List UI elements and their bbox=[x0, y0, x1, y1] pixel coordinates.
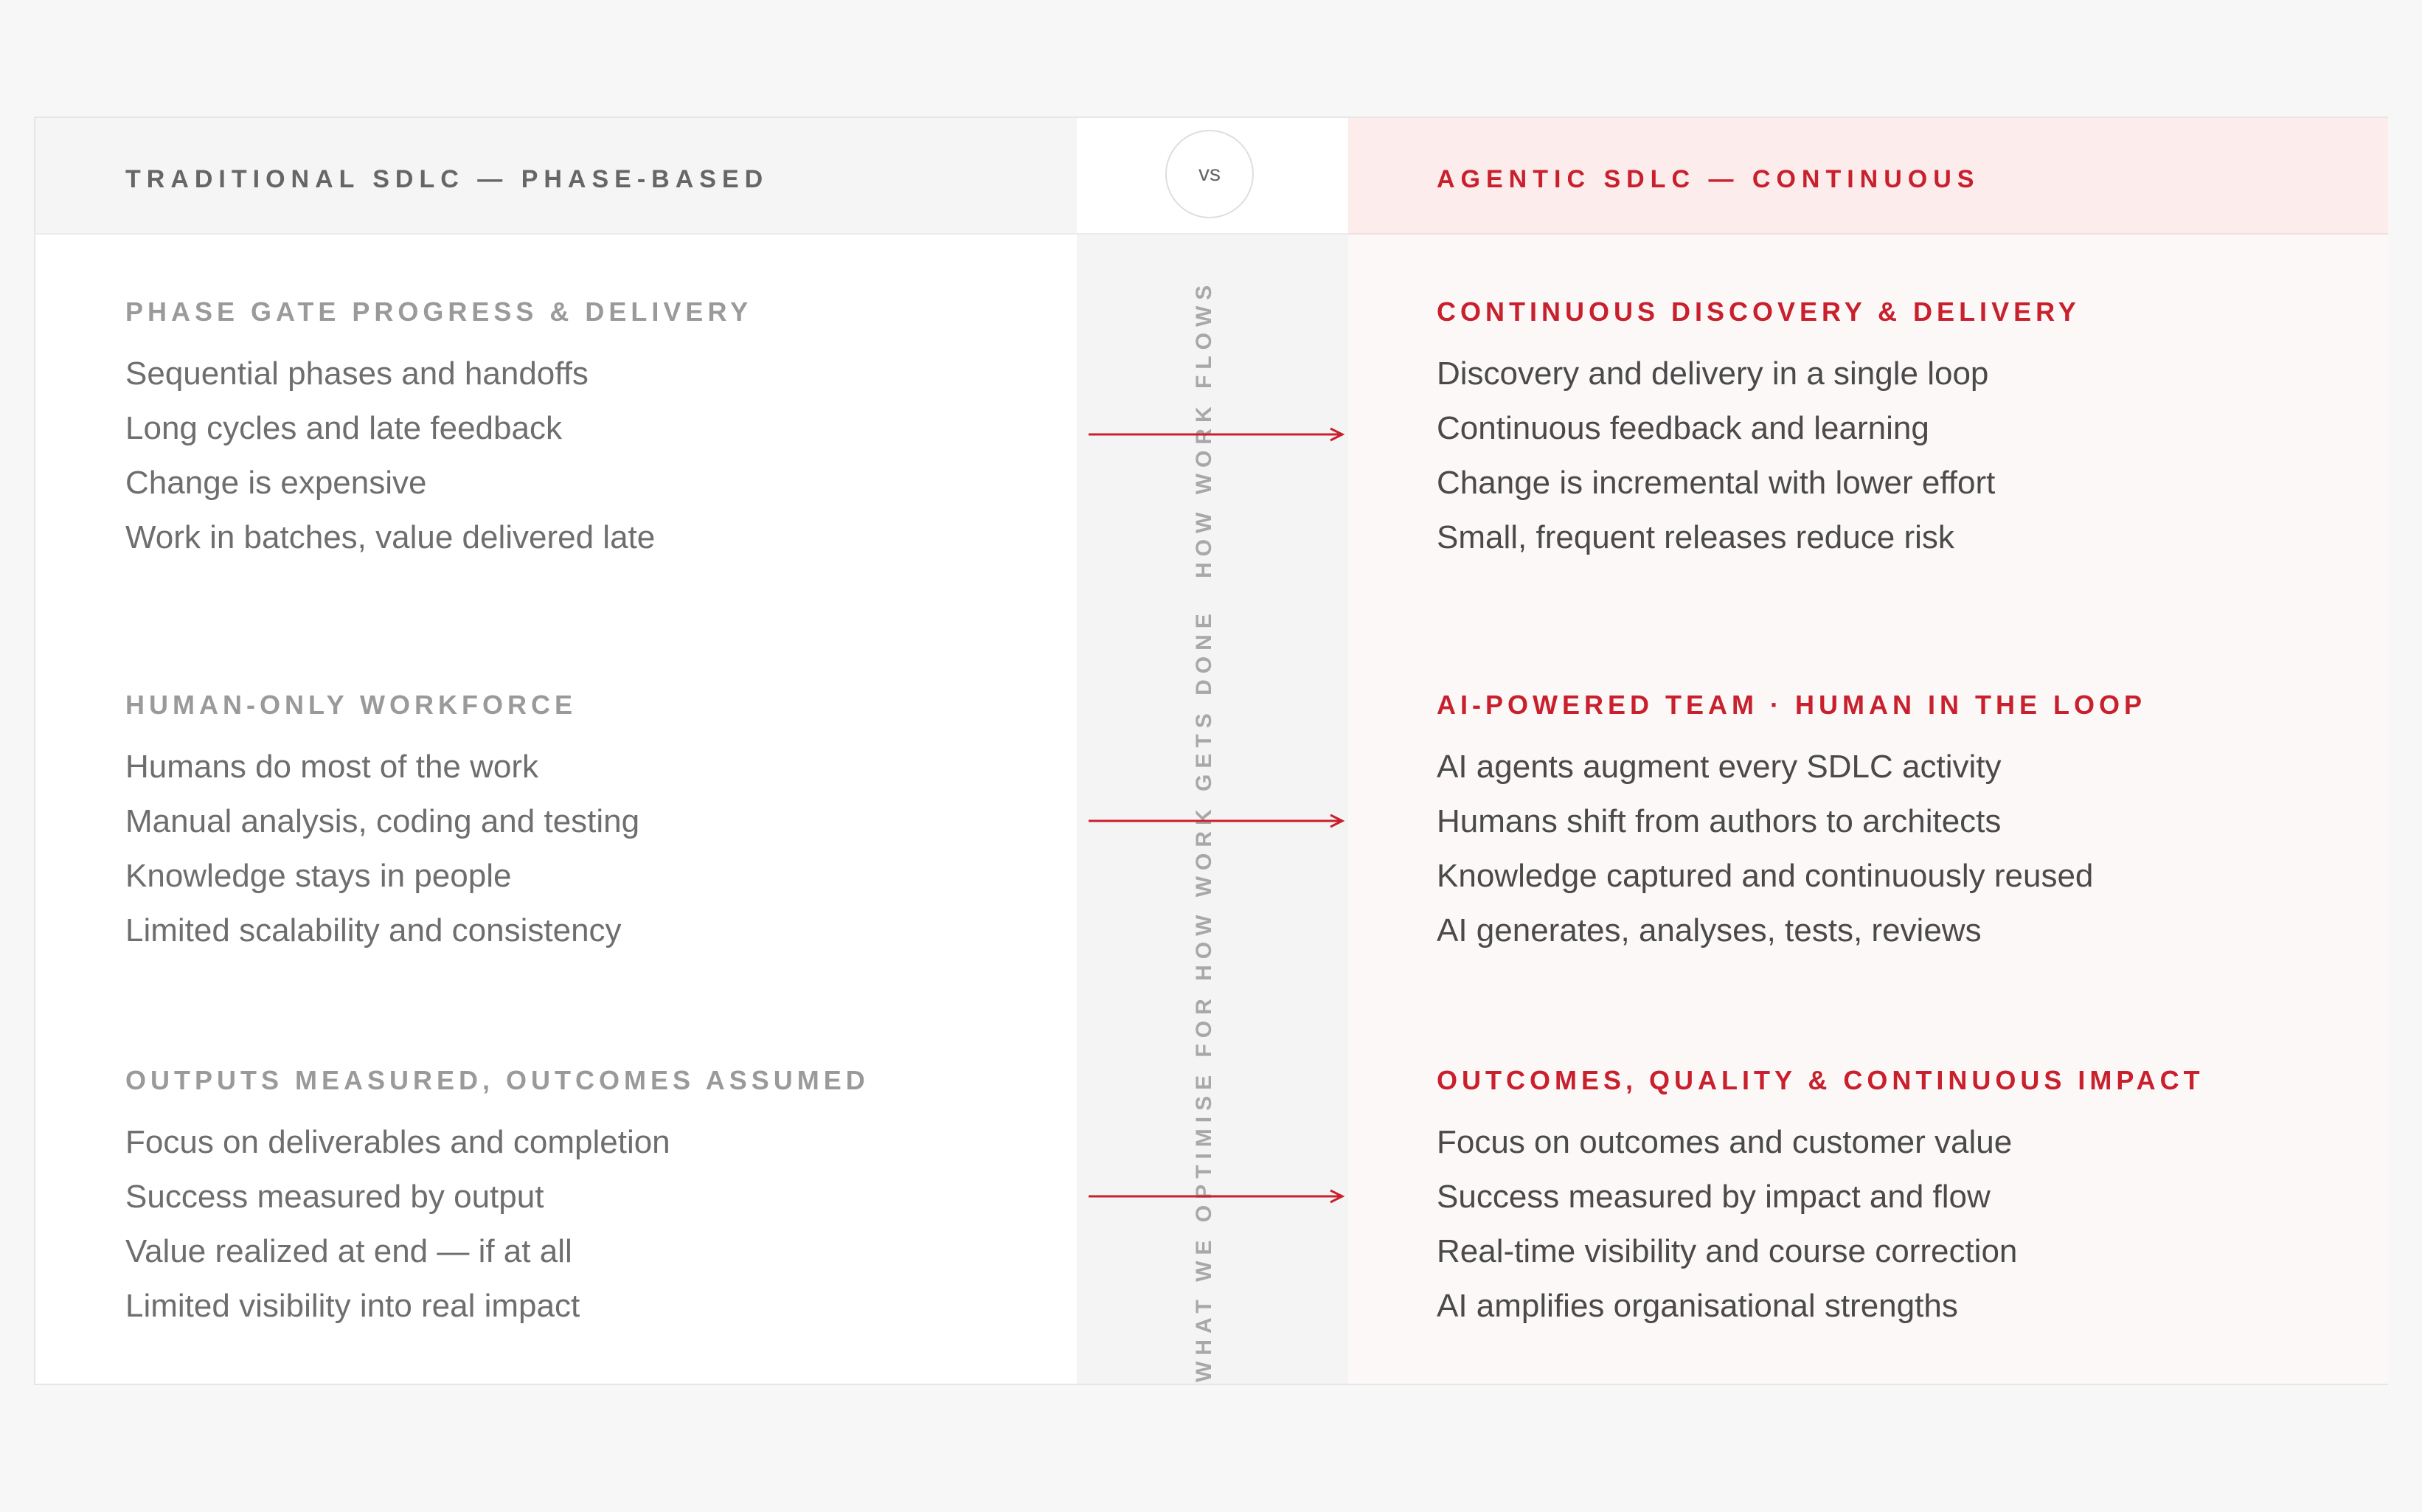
list-item: Work in batches, value delivered late bbox=[125, 519, 656, 555]
arrow-right-icon bbox=[1089, 1189, 1345, 1204]
left-section-title: OUTPUTS MEASURED, OUTCOMES ASSUMED bbox=[125, 1065, 870, 1095]
right-section-title: OUTCOMES, QUALITY & CONTINUOUS IMPACT bbox=[1437, 1065, 2204, 1095]
list-item: Focus on deliverables and completion bbox=[125, 1124, 670, 1160]
right-section-title: AI-POWERED TEAM · HUMAN IN THE LOOP bbox=[1437, 690, 2146, 720]
list-item: Success measured by output bbox=[125, 1179, 544, 1215]
list-item: Limited visibility into real impact bbox=[125, 1288, 580, 1324]
list-item: Focus on outcomes and customer value bbox=[1437, 1124, 2013, 1160]
list-item: Success measured by impact and flow bbox=[1437, 1179, 1991, 1215]
list-item: AI agents augment every SDLC activity bbox=[1437, 749, 2002, 785]
arrow-right-icon bbox=[1089, 814, 1345, 828]
list-item: Long cycles and late feedback bbox=[125, 410, 562, 446]
list-item: Continuous feedback and learning bbox=[1437, 410, 1929, 446]
list-item: Small, frequent releases reduce risk bbox=[1437, 519, 1954, 555]
list-item: Real-time visibility and course correction bbox=[1437, 1233, 2018, 1269]
left-section-title: PHASE GATE PROGRESS & DELIVERY bbox=[125, 296, 753, 327]
left-section-title: HUMAN-ONLY WORKFORCE bbox=[125, 690, 577, 720]
left-section-3 bbox=[125, 1062, 1055, 1334]
list-item: Humans do most of the work bbox=[125, 749, 539, 785]
list-item: Sequential phases and handoffs bbox=[125, 356, 589, 392]
arrow-right-icon bbox=[1089, 427, 1345, 442]
vs-badge: vs bbox=[1165, 130, 1254, 218]
list-item: Manual analysis, coding and testing bbox=[125, 803, 640, 839]
list-item: Humans shift from authors to architects bbox=[1437, 803, 2002, 839]
right-section-2 bbox=[1437, 687, 2366, 958]
list-item: Value realized at end — if at all bbox=[125, 1233, 572, 1269]
list-item: Change is incremental with lower effort bbox=[1437, 465, 1996, 501]
list-item: Knowledge stays in people bbox=[125, 858, 512, 894]
list-item: Knowledge captured and continuously reused bbox=[1437, 858, 2094, 894]
list-item: Discovery and delivery in a single loop bbox=[1437, 356, 1989, 392]
left-section-1 bbox=[125, 294, 1055, 565]
list-item: Limited scalability and consistency bbox=[125, 912, 622, 949]
list-item: AI amplifies organisational strengths bbox=[1437, 1288, 1958, 1324]
list-item: Change is expensive bbox=[125, 465, 427, 501]
what-we-optimise-label: WHAT WE OPTIMISE FOR HOW WORK GETS DONE bbox=[1192, 608, 1216, 1382]
list-item: AI generates, analyses, tests, reviews bbox=[1437, 912, 1982, 949]
right-section-title: CONTINUOUS DISCOVERY & DELIVERY bbox=[1437, 296, 2081, 327]
right-section-1 bbox=[1437, 294, 2366, 565]
left-section-2 bbox=[125, 687, 1055, 958]
agentic-title: AGENTIC SDLC — CONTINUOUS bbox=[1437, 165, 1980, 193]
right-section-3 bbox=[1437, 1062, 2366, 1334]
how-work-flows-label: HOW WORK FLOWS bbox=[1192, 279, 1216, 578]
traditional-title: TRADITIONAL SDLC — PHASE-BASED bbox=[125, 165, 769, 193]
